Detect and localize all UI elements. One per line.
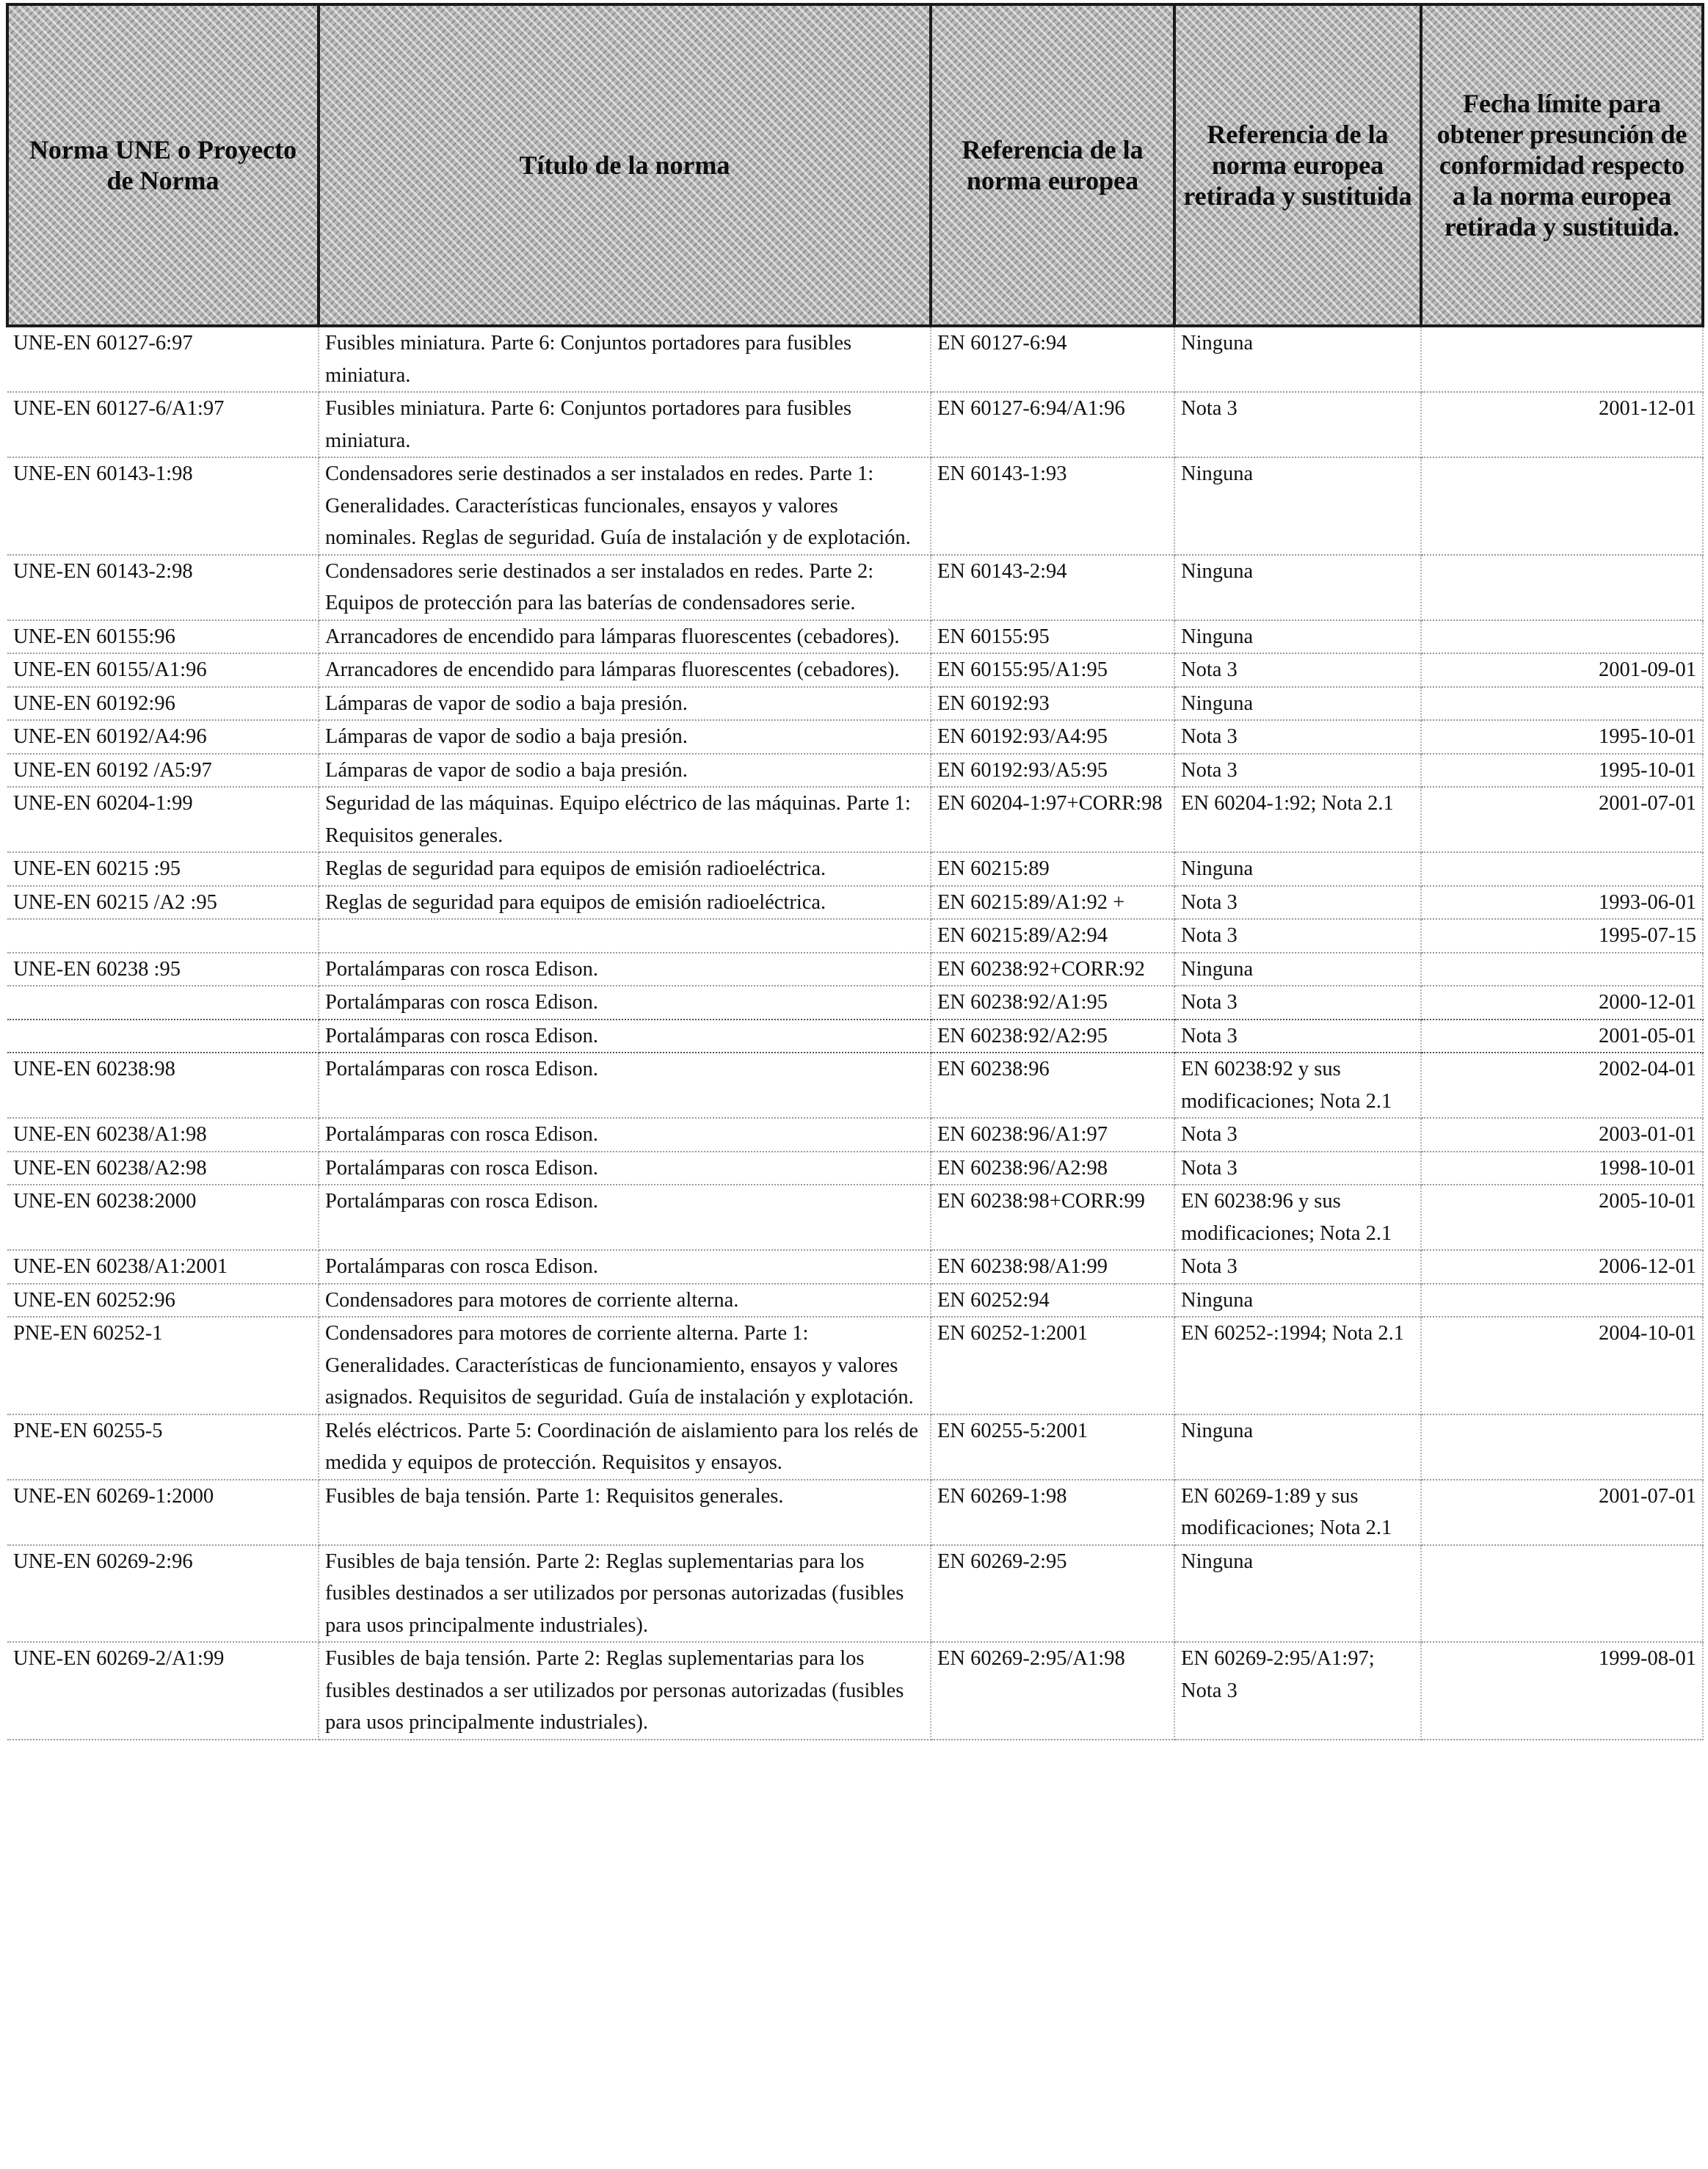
cell-retirada: Nota 3 xyxy=(1174,1020,1421,1053)
cell-retirada: Nota 3 xyxy=(1174,653,1421,687)
cell-titulo: Portalámparas con rosca Edison. xyxy=(319,1053,931,1118)
table-body xyxy=(7,326,1703,1740)
header-referencia-retirada: Referencia de la norma europea retirada y sustituida xyxy=(1174,4,1421,326)
cell-retirada: Ninguna xyxy=(1174,1414,1421,1480)
cell-titulo: Fusibles miniatura. Parte 6: Conjuntos portadores para fusibles miniatura. xyxy=(319,326,931,392)
cell-titulo: Fusibles de baja tensión. Parte 1: Requisitos generales. xyxy=(319,1480,931,1545)
cell-referencia: EN 60155:95 xyxy=(931,620,1174,654)
table-header xyxy=(7,4,1703,326)
cell-fecha xyxy=(1421,326,1703,392)
cell-titulo: Arrancadores de encendido para lámparas fluorescentes (cebadores). xyxy=(319,620,931,654)
cell-norma: PNE-EN 60252-1 xyxy=(7,1317,319,1414)
table-row xyxy=(7,1053,1703,1118)
table-row xyxy=(7,687,1703,721)
table-row xyxy=(7,326,1703,392)
cell-referencia: EN 60215:89 xyxy=(931,852,1174,886)
cell-referencia: EN 60238:96/A1:97 xyxy=(931,1118,1174,1152)
cell-titulo xyxy=(319,919,931,953)
cell-fecha: 2001-07-01 xyxy=(1421,1480,1703,1545)
cell-referencia: EN 60127-6:94 xyxy=(931,326,1174,392)
cell-fecha xyxy=(1421,620,1703,654)
cell-retirada: Nota 3 xyxy=(1174,1152,1421,1185)
cell-fecha: 1995-10-01 xyxy=(1421,754,1703,788)
table-row xyxy=(7,457,1703,555)
cell-fecha: 2000-12-01 xyxy=(1421,986,1703,1020)
cell-norma xyxy=(7,1020,319,1053)
cell-referencia: EN 60127-6:94/A1:96 xyxy=(931,392,1174,457)
cell-referencia: EN 60238:96 xyxy=(931,1053,1174,1118)
table-row xyxy=(7,852,1703,886)
cell-norma: UNE-EN 60252:96 xyxy=(7,1284,319,1318)
cell-fecha xyxy=(1421,1545,1703,1643)
cell-titulo: Portalámparas con rosca Edison. xyxy=(319,1118,931,1152)
table-row xyxy=(7,1317,1703,1414)
table-row xyxy=(7,986,1703,1020)
cell-norma: UNE-EN 60155/A1:96 xyxy=(7,653,319,687)
table-row xyxy=(7,620,1703,654)
cell-retirada: EN 60269-2:95/A1:97; Nota 3 xyxy=(1174,1642,1421,1740)
table-row xyxy=(7,919,1703,953)
cell-fecha: 2001-12-01 xyxy=(1421,392,1703,457)
cell-fecha xyxy=(1421,953,1703,987)
table-row xyxy=(7,1284,1703,1318)
table-row xyxy=(7,1642,1703,1740)
cell-fecha xyxy=(1421,1414,1703,1480)
cell-titulo: Condensadores para motores de corriente alterna. xyxy=(319,1284,931,1318)
header-titulo: Título de la norma xyxy=(319,4,931,326)
cell-referencia: EN 60192:93/A4:95 xyxy=(931,720,1174,754)
cell-retirada: EN 60269-1:89 y sus modificaciones; Nota 2.1 xyxy=(1174,1480,1421,1545)
table-row xyxy=(7,720,1703,754)
cell-referencia: EN 60238:92/A1:95 xyxy=(931,986,1174,1020)
cell-titulo: Portalámparas con rosca Edison. xyxy=(319,1185,931,1250)
cell-retirada: Ninguna xyxy=(1174,953,1421,987)
cell-norma: UNE-EN 60238/A1:2001 xyxy=(7,1250,319,1284)
cell-norma xyxy=(7,919,319,953)
cell-titulo: Lámparas de vapor de sodio a baja presión. xyxy=(319,754,931,788)
cell-fecha xyxy=(1421,687,1703,721)
cell-fecha: 2005-10-01 xyxy=(1421,1185,1703,1250)
cell-titulo: Portalámparas con rosca Edison. xyxy=(319,1020,931,1053)
header-fecha-limite: Fecha límite para obtener presunción de conformidad respecto a la norma europea retirada y sustituida. xyxy=(1421,4,1703,326)
cell-retirada: EN 60252-:1994; Nota 2.1 xyxy=(1174,1317,1421,1414)
standards-table xyxy=(6,3,1704,1740)
cell-norma xyxy=(7,986,319,1020)
cell-fecha: 1995-07-15 xyxy=(1421,919,1703,953)
cell-norma: UNE-EN 60269-2:96 xyxy=(7,1545,319,1643)
cell-titulo: Seguridad de las máquinas. Equipo eléctrico de las máquinas. Parte 1: Requisitos generales. xyxy=(319,787,931,852)
cell-referencia: EN 60238:96/A2:98 xyxy=(931,1152,1174,1185)
cell-norma: UNE-EN 60127-6/A1:97 xyxy=(7,392,319,457)
cell-titulo: Portalámparas con rosca Edison. xyxy=(319,986,931,1020)
cell-retirada: Nota 3 xyxy=(1174,1250,1421,1284)
cell-retirada: Nota 3 xyxy=(1174,392,1421,457)
cell-fecha: 2003-01-01 xyxy=(1421,1118,1703,1152)
table-row xyxy=(7,754,1703,788)
cell-retirada: Ninguna xyxy=(1174,326,1421,392)
table-row xyxy=(7,1250,1703,1284)
header-norma-une: Norma UNE o Proyecto de Norma xyxy=(7,4,319,326)
table-row xyxy=(7,1414,1703,1480)
cell-referencia: EN 60238:98+CORR:99 xyxy=(931,1185,1174,1250)
cell-referencia: EN 60155:95/A1:95 xyxy=(931,653,1174,687)
cell-titulo: Relés eléctricos. Parte 5: Coordinación de aislamiento para los relés de medida y equipos de protección. Requisitos y ensayos. xyxy=(319,1414,931,1480)
cell-norma: PNE-EN 60255-5 xyxy=(7,1414,319,1480)
cell-referencia: EN 60252-1:2001 xyxy=(931,1317,1174,1414)
cell-titulo: Lámparas de vapor de sodio a baja presión. xyxy=(319,720,931,754)
cell-retirada: Ninguna xyxy=(1174,1545,1421,1643)
table-row xyxy=(7,1020,1703,1053)
cell-norma: UNE-EN 60192:96 xyxy=(7,687,319,721)
cell-fecha: 1999-08-01 xyxy=(1421,1642,1703,1740)
cell-norma: UNE-EN 60238:2000 xyxy=(7,1185,319,1250)
cell-referencia: EN 60192:93/A5:95 xyxy=(931,754,1174,788)
cell-titulo: Reglas de seguridad para equipos de emisión radioeléctrica. xyxy=(319,886,931,920)
cell-fecha: 2004-10-01 xyxy=(1421,1317,1703,1414)
cell-referencia: EN 60269-2:95/A1:98 xyxy=(931,1642,1174,1740)
cell-fecha: 2006-12-01 xyxy=(1421,1250,1703,1284)
cell-referencia: EN 60143-1:93 xyxy=(931,457,1174,555)
cell-referencia: EN 60204-1:97+CORR:98 xyxy=(931,787,1174,852)
cell-fecha xyxy=(1421,852,1703,886)
cell-titulo: Reglas de seguridad para equipos de emisión radioeléctrica. xyxy=(319,852,931,886)
cell-retirada: Nota 3 xyxy=(1174,754,1421,788)
cell-norma: UNE-EN 60155:96 xyxy=(7,620,319,654)
cell-referencia: EN 60143-2:94 xyxy=(931,555,1174,620)
cell-fecha: 2001-07-01 xyxy=(1421,787,1703,852)
cell-retirada: EN 60238:96 y sus modificaciones; Nota 2.1 xyxy=(1174,1185,1421,1250)
cell-titulo: Portalámparas con rosca Edison. xyxy=(319,953,931,987)
header-referencia-europea: Referencia de la norma europea xyxy=(931,4,1174,326)
cell-referencia: EN 60238:98/A1:99 xyxy=(931,1250,1174,1284)
cell-titulo: Fusibles miniatura. Parte 6: Conjuntos portadores para fusibles miniatura. xyxy=(319,392,931,457)
cell-titulo: Condensadores serie destinados a ser instalados en redes. Parte 2: Equipos de protección para las baterías de condensadores serie. xyxy=(319,555,931,620)
cell-referencia: EN 60215:89/A1:92 + xyxy=(931,886,1174,920)
cell-retirada: Ninguna xyxy=(1174,687,1421,721)
cell-fecha xyxy=(1421,1284,1703,1318)
cell-retirada: Ninguna xyxy=(1174,1284,1421,1318)
cell-retirada: Nota 3 xyxy=(1174,919,1421,953)
cell-retirada: Nota 3 xyxy=(1174,886,1421,920)
cell-norma: UNE-EN 60238:98 xyxy=(7,1053,319,1118)
cell-norma: UNE-EN 60143-1:98 xyxy=(7,457,319,555)
cell-fecha: 1995-10-01 xyxy=(1421,720,1703,754)
cell-fecha: 1998-10-01 xyxy=(1421,1152,1703,1185)
cell-retirada: Ninguna xyxy=(1174,852,1421,886)
cell-norma: UNE-EN 60127-6:97 xyxy=(7,326,319,392)
table-row xyxy=(7,1480,1703,1545)
cell-retirada: Nota 3 xyxy=(1174,1118,1421,1152)
cell-referencia: EN 60192:93 xyxy=(931,687,1174,721)
cell-retirada: Ninguna xyxy=(1174,620,1421,654)
cell-titulo: Condensadores serie destinados a ser instalados en redes. Parte 1: Generalidades. Características funcionales, ensayos y valores nominales. Reglas de seguridad. Guía de instalación y de explotación. xyxy=(319,457,931,555)
cell-referencia: EN 60238:92+CORR:92 xyxy=(931,953,1174,987)
cell-fecha xyxy=(1421,457,1703,555)
cell-fecha xyxy=(1421,555,1703,620)
cell-titulo: Condensadores para motores de corriente alterna. Parte 1: Generalidades. Características de funcionamiento, ensayos y valores asignados. Requisitos de seguridad. Guía de instalación y explotación. xyxy=(319,1317,931,1414)
cell-norma: UNE-EN 60238/A2:98 xyxy=(7,1152,319,1185)
cell-norma: UNE-EN 60204-1:99 xyxy=(7,787,319,852)
cell-retirada: Ninguna xyxy=(1174,555,1421,620)
table-row xyxy=(7,1152,1703,1185)
cell-titulo: Portalámparas con rosca Edison. xyxy=(319,1250,931,1284)
cell-norma: UNE-EN 60215 /A2 :95 xyxy=(7,886,319,920)
cell-norma: UNE-EN 60215 :95 xyxy=(7,852,319,886)
cell-referencia: EN 60215:89/A2:94 xyxy=(931,919,1174,953)
table-row xyxy=(7,392,1703,457)
cell-titulo: Fusibles de baja tensión. Parte 2: Reglas suplementarias para los fusibles destinados a ser utilizados por personas autorizadas (fusibles para usos principalmente industriales). xyxy=(319,1545,931,1643)
cell-referencia: EN 60269-2:95 xyxy=(931,1545,1174,1643)
cell-fecha: 2001-05-01 xyxy=(1421,1020,1703,1053)
cell-referencia: EN 60238:92/A2:95 xyxy=(931,1020,1174,1053)
table-row xyxy=(7,953,1703,987)
table-row xyxy=(7,1545,1703,1643)
header-row xyxy=(7,4,1703,326)
cell-retirada: Nota 3 xyxy=(1174,720,1421,754)
cell-referencia: EN 60255-5:2001 xyxy=(931,1414,1174,1480)
table-row xyxy=(7,653,1703,687)
cell-referencia: EN 60252:94 xyxy=(931,1284,1174,1318)
cell-norma: UNE-EN 60192 /A5:97 xyxy=(7,754,319,788)
table-row xyxy=(7,886,1703,920)
cell-norma: UNE-EN 60238/A1:98 xyxy=(7,1118,319,1152)
cell-norma: UNE-EN 60143-2:98 xyxy=(7,555,319,620)
cell-retirada: EN 60238:92 y sus modificaciones; Nota 2.1 xyxy=(1174,1053,1421,1118)
cell-titulo: Arrancadores de encendido para lámparas fluorescentes (cebadores). xyxy=(319,653,931,687)
cell-retirada: Nota 3 xyxy=(1174,986,1421,1020)
cell-titulo: Lámparas de vapor de sodio a baja presión. xyxy=(319,687,931,721)
cell-retirada: EN 60204-1:92; Nota 2.1 xyxy=(1174,787,1421,852)
cell-titulo: Portalámparas con rosca Edison. xyxy=(319,1152,931,1185)
cell-fecha: 2002-04-01 xyxy=(1421,1053,1703,1118)
cell-retirada: Ninguna xyxy=(1174,457,1421,555)
cell-norma: UNE-EN 60269-1:2000 xyxy=(7,1480,319,1545)
cell-fecha: 2001-09-01 xyxy=(1421,653,1703,687)
cell-fecha: 1993-06-01 xyxy=(1421,886,1703,920)
cell-norma: UNE-EN 60192/A4:96 xyxy=(7,720,319,754)
cell-norma: UNE-EN 60269-2/A1:99 xyxy=(7,1642,319,1740)
table-row xyxy=(7,787,1703,852)
cell-titulo: Fusibles de baja tensión. Parte 2: Reglas suplementarias para los fusibles destinados a ser utilizados por personas autorizadas (fusibles para usos principalmente industriales). xyxy=(319,1642,931,1740)
table-row xyxy=(7,1185,1703,1250)
cell-norma: UNE-EN 60238 :95 xyxy=(7,953,319,987)
cell-referencia: EN 60269-1:98 xyxy=(931,1480,1174,1545)
table-row xyxy=(7,555,1703,620)
standards-document xyxy=(6,3,1701,1740)
table-row xyxy=(7,1118,1703,1152)
